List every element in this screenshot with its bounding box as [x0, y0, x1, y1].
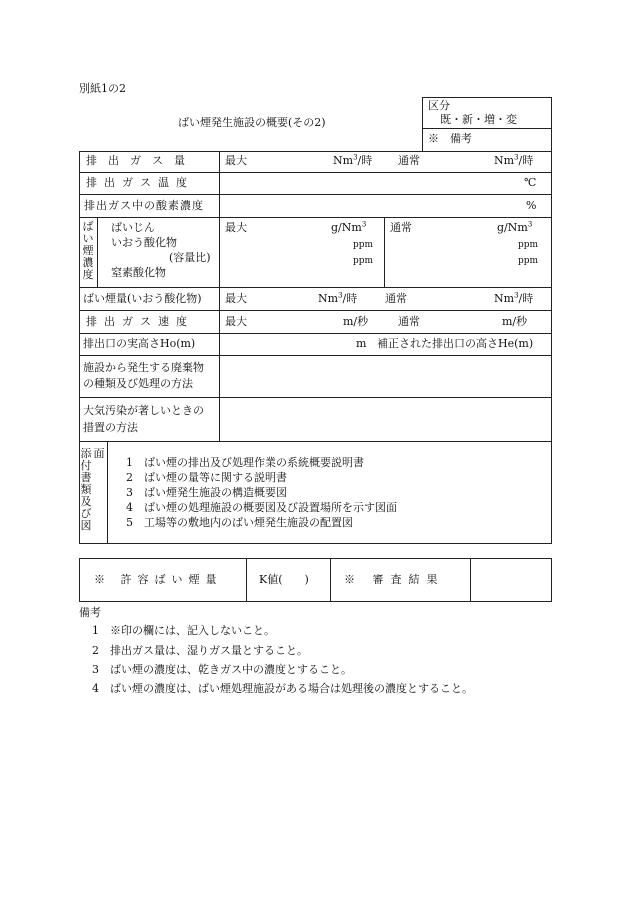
attachments-side-label: 添付書類及び図: [80, 447, 92, 532]
attachment-item-5: 5 工場等の敷地内のばい煙発生施設の配置図: [126, 516, 353, 529]
sox-max-unit: ppm: [353, 240, 374, 250]
outlet-height-label: 排出口の実高さHo(m): [83, 337, 196, 350]
attachment-item-4: 4 ばい煙の処理施設の概要図及び設置場所を示す図面: [126, 501, 397, 514]
note-2: 2 排出ガス量は、湿りガス量とすること。: [92, 644, 308, 657]
concentration-max-label: 最大: [225, 221, 247, 234]
waste-label-line1: 施設から発生する廃棄物: [83, 361, 204, 374]
attachment-number: 別紙1の2: [79, 82, 126, 95]
review-result-label: ※ 審査結果: [344, 573, 445, 586]
nox-normal-unit: ppm: [518, 256, 539, 266]
sox-normal-unit: ppm: [518, 240, 539, 250]
exhaust-volume-label: 排出ガス量: [86, 154, 196, 167]
exhaust-volume-max-label: 最大: [225, 154, 247, 167]
volume-ratio-label: (容量比): [169, 251, 211, 264]
attachment-item-2: 2 ばい煙の量等に関する説明書: [126, 471, 287, 484]
waste-label-line2: の種類及び処理の方法: [83, 377, 193, 390]
exhaust-volume-normal-unit: Nm$^3$/時: [494, 153, 534, 167]
exhaust-speed-label: 排出ガス速度: [86, 315, 194, 328]
oxygen-unit: %: [526, 199, 537, 212]
sox-volume-max-label: 最大: [225, 292, 247, 305]
nox-max-unit: ppm: [353, 256, 374, 266]
pollution-label-line2: 措置の方法: [83, 421, 138, 434]
exhaust-speed-max-label: 最大: [225, 315, 247, 328]
exhaust-speed-normal-label: 通常: [398, 315, 420, 328]
dust-max-unit: g/Nm$^3$: [331, 220, 367, 234]
nox-label: 窒素酸化物: [111, 266, 166, 279]
attachment-item-3: 3 ばい煙発生施設の構造概要図: [126, 486, 287, 499]
k-value: K値( ): [259, 573, 309, 586]
permit-label: ※ 許容ばい煙量: [94, 573, 223, 586]
notes-heading: 備考: [79, 606, 101, 619]
dust-normal-unit: g/Nm$^3$: [497, 220, 533, 234]
exhaust-volume-max-unit: Nm$^3$/時: [333, 153, 373, 167]
attachments-side-label-face: 面: [93, 447, 105, 460]
note-3: 3 ばい煙の濃度は、乾きガス中の濃度とすること。: [92, 663, 352, 676]
outlet-height-unit: m: [356, 337, 367, 350]
category-options: 既・新・増・変: [440, 113, 517, 126]
sox-volume-normal-unit: Nm$^3$/時: [494, 291, 534, 305]
note-4: 4 ばい煙の濃度は、ばい煙処理施設がある場合は処理後の濃度とすること。: [92, 682, 473, 695]
sox-volume-max-unit: Nm$^3$/時: [318, 291, 358, 305]
attachment-item-1: 1 ばい煙の排出及び処理作業の系統概要説明書: [126, 456, 364, 469]
sox-volume-normal-label: 通常: [385, 292, 407, 305]
concentration-normal-label: 通常: [390, 221, 412, 234]
sox-volume-label: ばい煙量(いおう酸化物): [83, 292, 202, 305]
category-label: 区分: [428, 99, 450, 112]
exhaust-speed-max-unit: m/秒: [343, 315, 369, 328]
pollution-label-line1: 大気汚染が著しいときの: [83, 404, 204, 417]
exhaust-speed-normal-unit: m/秒: [502, 315, 528, 328]
sox-label: いおう酸化物: [111, 236, 177, 249]
exhaust-volume-normal-label: 通常: [398, 154, 420, 167]
exhaust-temp-unit: ℃: [524, 176, 537, 189]
corrected-height-label: 補正された排出口の高さHe(m): [377, 337, 534, 350]
dust-label: ばいじん: [111, 221, 155, 234]
oxygen-label: 排出ガス中の酸素濃度: [84, 199, 204, 212]
note-1: 1 ※印の欄には、記入しないこと。: [92, 624, 275, 637]
concentration-side-label: ばい煙濃度: [82, 220, 94, 281]
form-title: ばい煙発生施設の概要(その2): [178, 116, 326, 129]
exhaust-temp-label: 排出ガス温度: [86, 176, 194, 189]
remarks-mark: ※ 備考: [428, 132, 472, 145]
